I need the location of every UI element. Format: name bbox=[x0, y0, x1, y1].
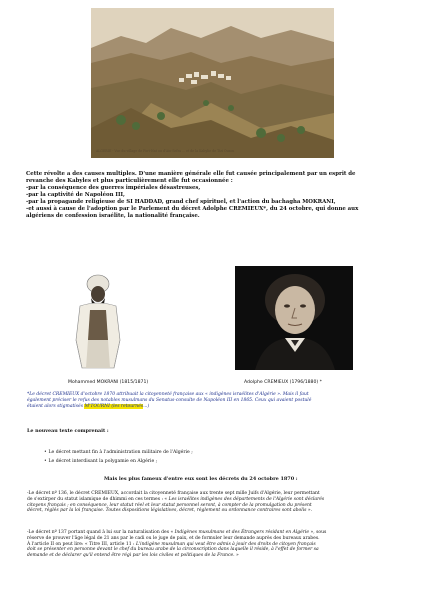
intro-line: -par la propagande religieuse de SI HADDAD, grand chef spirituel, et l'action du bachagha MOKRANI, bbox=[26, 199, 336, 205]
footnote-text: ...) bbox=[143, 403, 150, 409]
decrees-heading: Mais les plus fameux d'entre eux sont les décrets du 24 octobre 1870 : bbox=[104, 476, 298, 482]
intro-line: algériens de confession israélite, la nationalité française. bbox=[26, 213, 200, 219]
footnote-line: *Le décret CREMIEUX d'octobre 1870 attribuait la citoyenneté française aux « indigènes israélites d'Algérie ». Mais il faut bbox=[27, 392, 309, 397]
bullet-icon: • bbox=[44, 459, 47, 464]
bullet-icon: • bbox=[44, 450, 47, 455]
bullet-text: Le décret interdisant la polygamie en Algérie ; bbox=[48, 459, 158, 464]
cremieux-caption: Adolphe CREMIEUX (1796/1880) * bbox=[244, 380, 322, 385]
quote-text: Les israélites indigènes des départements de l'Algérie sont déclarés bbox=[168, 496, 325, 502]
intro-line: Cette révolte a des causes multiples. D'une manière générale elle fut causée principalement par un esprit de bbox=[26, 171, 356, 177]
cremieux-portrait bbox=[235, 266, 353, 370]
decree-137-paragraph bbox=[27, 530, 399, 559]
intro-line: -par la conséquence des guerres impériales désastreuses, bbox=[26, 185, 201, 191]
footnote-line bbox=[27, 404, 399, 410]
mokrani-caption: Mohammed MOKRANI (1815/1871) bbox=[68, 380, 149, 385]
quote-line: doit se présenter en personne devant le chef du bureau arabe de la circonscription dans laquelle il réside, à l'effet de former sa bbox=[27, 547, 319, 553]
paragraph-line bbox=[27, 508, 399, 514]
paragraph-text: À l'article II on peut lire: « Titre III, article 11 : bbox=[27, 541, 136, 547]
bullet-item bbox=[44, 450, 193, 455]
highlighted-term: M'TOURNI (les retournés bbox=[84, 403, 144, 409]
footnote-text: étaient alors stigmatisés bbox=[27, 403, 85, 409]
paragraph-line: réserve de prouver l'âge légal de 21 ans par le cadi ou le juge de paix, et de formuler leur demande auprès des bureaux arabes. bbox=[27, 535, 320, 541]
quote-line: citoyens français ; en conséquence, leur statut réel et leur statut personnel seront, à compter de la promulgation du présent bbox=[27, 502, 312, 508]
quote-text: L'indigène musulman qui veut être admis à jouir des droits de citoyen français bbox=[135, 541, 316, 547]
intro-line: -par la captivité de Napoléon III, bbox=[26, 192, 125, 198]
paragraph-text: » bbox=[234, 553, 239, 559]
bullet-item bbox=[44, 459, 157, 464]
cremieux-footnote bbox=[27, 392, 399, 409]
intro-line: revanche des Kabyles et plus particulièrement elle fut occasionnée : bbox=[26, 178, 233, 184]
decree-136-paragraph bbox=[27, 491, 399, 514]
paragraph-line bbox=[27, 553, 399, 559]
footnote-line: également préciser le refus des notables musulmans du Senatus-consulte de Napoléon III en 1865. Ceux qui avaient postulé bbox=[27, 397, 312, 403]
quote-text: décret, réglés par la loi française. Toutes dispositions législatives, décret, règlement ou ordonnance contraires sont abolis bbox=[27, 508, 307, 514]
section-title: Le nouveau texte comprenait : bbox=[27, 428, 109, 434]
paragraph-line: -Le décret nº 136, le décret CREMIEUX, accordait la citoyenneté française aux trente sept mille Juifs d'Algérie, leur permettant bbox=[27, 491, 320, 496]
intro-line: -et aussi à cause de l'adoption par le Parlement du décret Adolphe CREMIEUX*, du 24 octobre, qui donne aux bbox=[26, 206, 359, 212]
kabylie-landscape-image bbox=[91, 8, 334, 158]
paragraph-text: -Le décret nº 137 portant quand à lui sur la naturalisation des « bbox=[27, 530, 175, 535]
paragraph-text: ». bbox=[306, 508, 313, 514]
quote-text: demande et de déclarer qu'il entend être régi par les lois civiles et politiques de la France. bbox=[27, 553, 235, 559]
image-caption: ALGERIE - Vue du village de Fort-Nat ou d'Ain-Sefra ... et de la Kabylie de Tizi Ouzou bbox=[96, 149, 235, 153]
bullet-text: Le décret mettant fin à l'administration militaire de l'Algérie ; bbox=[48, 450, 193, 455]
quote-text: Indigènes musulmans et des Étrangers résidant en Algérie bbox=[174, 530, 310, 535]
paragraph-text: », sous bbox=[309, 530, 327, 535]
paragraph-text: de s'extirper du statut islamique de dhimmi en ces termes : « bbox=[27, 496, 169, 502]
mokrani-portrait bbox=[60, 270, 136, 371]
intro-paragraph bbox=[26, 171, 398, 220]
